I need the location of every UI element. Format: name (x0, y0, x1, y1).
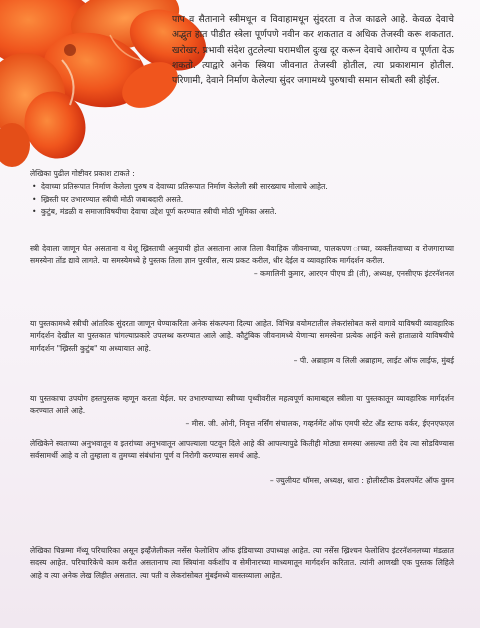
endorsement-attribution: – मीस. जी. ओनी, निवृत्त नर्सिंग संचालक, गव्हर्नमेंट ऑफ एमपी स्टेट अँड स्टाफ वर्कर, ईएनएफएल (185, 418, 454, 428)
endorsement-text: स्त्री देवाला जाणून घेत असताना व येशू ख्रिस्ताची अनुयायी होत असताना आज तिला वैवाहिक जीवनाच्या, पालकपण ाच्या, व्यक्तीतवाच्या व रोजगाराच्या समस्येना तोंड द्यावे लागते. या समस्येमध्ये हे पुस्तक तिला ज्ञान पुरवील, सत्य प्रकट करील, धीर देईल व व्यावहारिक मार्गदर्शन करील. (30, 244, 454, 266)
endorsement (30, 438, 454, 487)
endorsement (30, 243, 454, 280)
endorsement (30, 318, 454, 368)
endorsement (30, 393, 454, 430)
list-item: • देवाच्या प्रतिरूपात निर्माण केलेला पुरुष व देवाच्या प्रतिरूपात निर्माण केलेली स्त्री सारख्याच मोलाचे आहेत. (30, 181, 450, 193)
key-points-list (30, 181, 450, 218)
list-item: • कुटुंब, मंडळी व समाजाविषयीचा देवाचा उद्देश पूर्ण करण्यात स्त्रीची मोठी भूमिका असते. (30, 206, 450, 218)
endorsement-text: लेखिकेने स्वतःच्या अनुभवातून व इतरांच्या अनुभवातून आपल्याला पटवून दिले आहे की आपल्यापुढे कितीही मोठ्या समस्या असल्या तरी देव त्या सोडविण्यास सर्वसामर्थी आहे व तो तुम्हाला व तुमच्या संबंधांना पूर्ण व निरोगी करण्यास समर्थ आहे. (30, 439, 454, 461)
bullet-icon: • (32, 182, 37, 192)
bullet-icon: • (32, 194, 37, 204)
endorsement-attribution: – कमालिनी कुमार, आरएन पीएच डी (ती), अध्यक्ष, एनसीएफ इंटरनॅशनल (253, 268, 454, 278)
bullet-icon: • (32, 206, 37, 216)
endorsement-attribution: – ज्युलीयट थॉमस, अध्यक्ष, धारा : होलीस्टीक डेवलपमेंट ऑफ वुमन (269, 475, 454, 485)
author-bio-text: लेखिका चिन्नम्मा मॅथ्यू परिचारिका असून इव्हँजेलीकल नर्सेस फेलोशिप ऑफ इंडियाच्या उपाध्यक्ष आहेत. त्या नर्सेस ख्रिश्चन फेलोशिप इंटरनॅशनलच्या मंडळात सदस्य आहेत. परिचारिकेचे काम करीत असतानाच त्या स्त्रियांना वर्कशॉप व सेमीनारच्या माध्यमातून मार्गदर्शन करितात. त्यांनी आणखी एक पुस्तक लिहिले आहे व त्या अनेक लेख लिहीत असतात. त्या पती व लेकरांसोबत मुंबईमध्ये वास्तव्याला आहेत. (30, 546, 454, 580)
list-item: • ख्रिस्ती घर उभारण्यात स्त्रीची मोठी जबाबदारी असते. (30, 194, 450, 206)
intro-text: पाप व सैतानाने स्त्रीमधून व विवाहामधून सुंदरता व तेज काढले आहे. केवळ देवाचे अद्भुत हात पीडीत स्त्रेला पूर्णपणे नवीन कर शकतात व अधिक तेजस्वी करू शकतात. खरोखर, प्रभावी संदेश तुटलेल्या घरामधील दुःख दूर करून देवाचे आरोग्य व पूर्णता देऊ शकतो. त्याद्वारे अनेक स्त्रिया जीवनात तेजस्वी होतील, त्या प्रकाशमान होतील. परिणामी, देवाने निर्माण केलेल्या सुंदर जगामध्ये पुरुषाची समान सोबती स्त्री होईल. (172, 14, 454, 87)
intro-paragraph (172, 12, 454, 88)
endorsement-text: या पुस्तकाचा उपयोग हस्तपुस्तक म्हणून करता येईल. घर उभारण्याच्या स्त्रीच्या पृथ्वीवरील महत्वपूर्ण कामाबद्दल स्त्रीला या पुस्तकातून व्यावहारिक मार्गदर्शन करण्यात आले आहे. (30, 394, 454, 416)
key-points (30, 168, 450, 218)
author-bio (30, 545, 454, 582)
endorsement-text: या पुस्तकामध्ये स्त्रीची आंतरिक सुंदरता जाणून घेण्याकरिता अनेक संकल्पना दिल्या आहेत. विभिन्न वयोमटातील लेकरांसोबत कसे वागावे याविषयी व्यावहारिक मार्गदर्शन देखील या पुस्तकात चांगल्याप्रकारे उपलब्ध करण्यात आले आहे. कौटुंबिक जीवनामध्ये येणाऱ्या समस्येना प्रत्येक आईने कसे हाताळावे याविषयीचे मार्गदर्शन "ख्रिस्ती कुटुंब" या अध्यायात आहे. (30, 319, 454, 353)
endorsement-attribution: – पी. अब्राहाम व लिली अब्राहाम, लाईट ऑफ लाईफ, मुंबई (293, 356, 454, 366)
key-points-heading: लेखिका पुढील गोष्टीवर प्रकाश टाकते : (30, 169, 135, 178)
